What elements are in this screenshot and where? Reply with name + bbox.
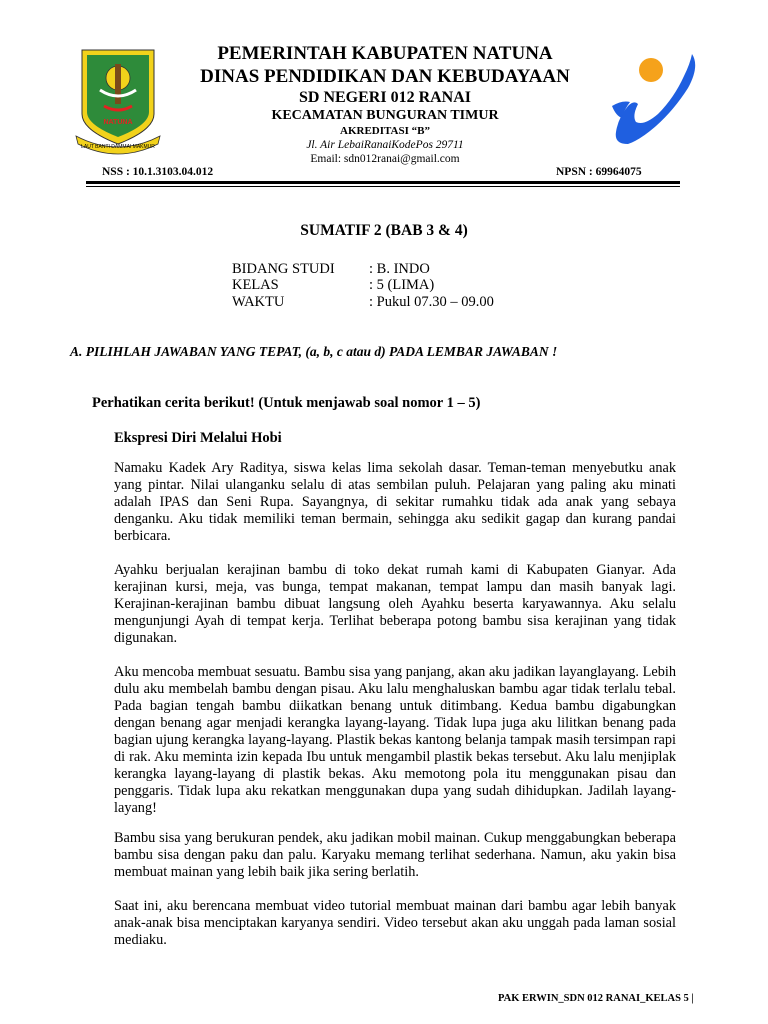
- meta-value: : B. INDO: [369, 261, 430, 277]
- header-accreditation: AKREDITASI “B”: [340, 125, 430, 137]
- section-a-heading: A. PILIHLAH JAWABAN YANG TEPAT, (a, b, c atau d) PADA LEMBAR JAWABAN !: [70, 344, 558, 359]
- story-instruction: Perhatikan cerita berikut! (Untuk menjawab soal nomor 1 – 5): [92, 395, 481, 411]
- page-footer: PAK ERWIN_SDN 012 RANAI_KELAS 5 |: [498, 993, 694, 1004]
- emblem-name-text: NATUNA: [103, 119, 133, 126]
- story-paragraph-1: Namaku Kadek Ary Raditya, siswa kelas lima sekolah dasar. Teman-teman menyebutku anak yang pintar. Nilai ulanganku selalu di atas sembilan puluh. Pelajaran yang paling aku minati adalah IPAS dan Seni Rupa. Sayangnya, di sekitar rumahku tidak ada anak yang sebaya denganku. Aku tidak memiliki teman bermain, sehingga aku sedikit gagap dan kurang pandai berbicara.: [114, 460, 676, 544]
- header-email: Email: sdn012ranai@gmail.com: [310, 153, 460, 165]
- header-divider-thick: [86, 181, 680, 184]
- header-address: Jl. Air LebaiRanaiKodePos 29711: [306, 139, 464, 151]
- meta-value: : 5 (LIMA): [369, 277, 435, 293]
- npsn-number: NPSN : 69964075: [556, 166, 642, 178]
- emblem-motto-text: LAUT BANTI DAMMAI MAKMUR: [81, 144, 155, 150]
- exam-title: SUMATIF 2 (BAB 3 & 4): [300, 222, 468, 239]
- story-paragraph-4: Bambu sisa yang berukuran pendek, aku jadikan mobil mainan. Cukup menggabungkan beberapa bambu sisa dengan paku dan palu. Karyaku memang terlihat sederhana. Namun, aku yakin bisa membuat mainan yang lebih baik jika sering berlatih.: [114, 830, 676, 880]
- nss-number: NSS : 10.1.3103.04.012: [102, 166, 214, 178]
- meta-row-subject: [232, 261, 430, 277]
- story-paragraph-5: Saat ini, aku berencana membuat video tutorial membuat mainan dari bambu agar lebih banyak anak-anak bisa menciptakan karyanya sendiri. Video tersebut akan aku unggah pada laman sosial mediaku.: [114, 898, 676, 948]
- meta-row-class: [232, 277, 434, 293]
- meta-row-time: [232, 294, 494, 310]
- story-paragraph-2: Ayahku berjualan kerajinan bambu di toko dekat rumah kami di Kabupaten Gianyar. Ada kerajinan kursi, meja, vas bunga, tempat makanan, tempat lampu dan masih banyak lagi. Kerajinan-kerajinan bambu dibuat langsung oleh Ayahku beserta karyawannya. Aku selalu mengunjungi Ayah di tempat kerja. Terlihat beberapa potong bambu sisa kerajinan yang tidak digunakan.: [114, 562, 676, 646]
- meta-value: : Pukul 07.30 – 09.00: [369, 294, 494, 310]
- meta-label: WAKTU: [232, 294, 285, 310]
- header-district: KECAMATAN BUNGURAN TIMUR: [271, 108, 499, 123]
- header-divider-thin: [86, 186, 680, 187]
- header-government-title: PEMERINTAH KABUPATEN NATUNA: [217, 43, 553, 64]
- header-school-name: SD NEGERI 012 RANAI: [298, 89, 472, 106]
- meta-label: BIDANG STUDI: [232, 261, 335, 277]
- story-paragraph-3: Aku mencoba membuat sesuatu. Bambu sisa yang panjang, akan aku jadikan layanglayang. Lebih dulu aku membelah bambu dengan pisau. Aku lalu menghaluskan bambu agar tidak terlalu tebal. Pada bagian tengah bambu diikatkan benang untuk ditimbang. Kedua bambu digabungkan dengan benang agar menjadi kerangka layang-layang. Tidak lupa juga aku lilitkan benang pada bagian ujung kerangka layang-layang. Plastik bekas kantong belanja tampak masih tersimpan rapi di rak. Aku meminta izin kepada Ibu untuk mengambil plastik bekas tersebut. Aku lalu menjiplak kerangka layang-layang di plastik bekas. Aku memotong pola itu menggunakan pisau dan penggaris. Tidak lupa aku rekatkan menggunakan dupa yang sudah dihidupkan. Jadilah layang-layang!: [114, 664, 676, 816]
- story-title: Ekspresi Diri Melalui Hobi: [114, 430, 282, 446]
- header-department-title: DINAS PENDIDIKAN DAN KEBUDAYAAN: [200, 66, 570, 87]
- meta-label: KELAS: [232, 277, 279, 293]
